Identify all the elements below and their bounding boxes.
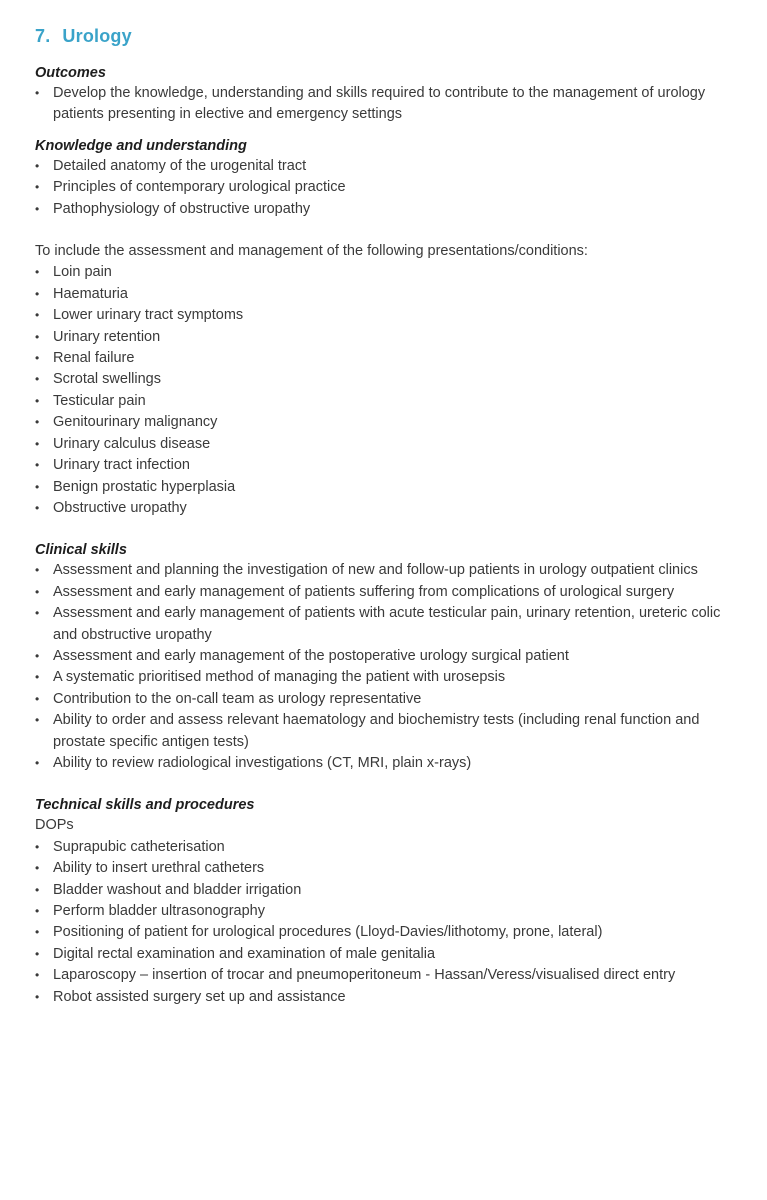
knowledge-list [35, 156, 737, 220]
list-item: • Assessment and early management of the postoperative urology surgical patient [35, 646, 737, 667]
clinical-heading: Clinical skills [35, 542, 127, 559]
knowledge-heading: Knowledge and understanding [35, 137, 247, 154]
list-item: • Digital rectal examination and examination of male genitalia [35, 944, 737, 965]
list-item: • Urinary tract infection [35, 455, 737, 476]
list-item: • Lower urinary tract symptoms [35, 305, 737, 326]
list-item: • Develop the knowledge, understanding and skills required to contribute to the management of urology patients presenting in elective and emergency settings [35, 83, 737, 126]
dops-subheading: DOPs [35, 817, 74, 834]
technical-heading: Technical skills and procedures [35, 797, 255, 814]
list-item: • Haematuria [35, 284, 737, 305]
list-item: • Scrotal swellings [35, 369, 737, 390]
section-number: 7. [35, 26, 51, 46]
list-item: • Positioning of patient for urological procedures (Lloyd-Davies/lithotomy, prone, lateral) [35, 922, 737, 943]
list-item: • A systematic prioritised method of managing the patient with urosepsis [35, 667, 737, 688]
list-item: • Obstructive uropathy [35, 498, 737, 519]
list-item: • Urinary retention [35, 327, 737, 348]
list-item: • Ability to review radiological investigations (CT, MRI, plain x-rays) [35, 753, 737, 774]
clinical-list [35, 560, 737, 774]
list-item: • Contribution to the on-call team as urology representative [35, 689, 737, 710]
list-item: • Bladder washout and bladder irrigation [35, 880, 737, 901]
outcomes-heading: Outcomes [35, 65, 106, 81]
technical-list [35, 837, 737, 1008]
list-item: • Renal failure [35, 348, 737, 369]
list-item: • Benign prostatic hyperplasia [35, 477, 737, 498]
list-item: • Suprapubic catheterisation [35, 837, 737, 858]
list-item: • Principles of contemporary urological practice [35, 177, 737, 198]
conditions-intro: To include the assessment and management of the following presentations/conditions: [35, 243, 588, 260]
list-item: • Assessment and early management of patients suffering from complications of urological surgery [35, 582, 737, 603]
list-item: • Detailed anatomy of the urogenital tract [35, 156, 737, 177]
list-item: • Perform bladder ultrasonography [35, 901, 737, 922]
list-item: • Ability to insert urethral catheters [35, 858, 737, 879]
list-item: • Pathophysiology of obstructive uropathy [35, 199, 737, 220]
list-item: • Ability to order and assess relevant haematology and biochemistry tests (including renal function and prostate specific antigen tests) [35, 710, 737, 753]
section-title-text: Urology [62, 26, 132, 46]
list-item: • Loin pain [35, 262, 737, 283]
section-title [35, 24, 737, 48]
list-item: • Genitourinary malignancy [35, 412, 737, 433]
conditions-list [35, 262, 737, 519]
list-item: • Urinary calculus disease [35, 434, 737, 455]
list-item: • Assessment and early management of patients with acute testicular pain, urinary retention, ureteric colic and obstructive uropathy [35, 603, 737, 646]
list-item: • Laparoscopy – insertion of trocar and pneumoperitoneum - Hassan/Veress/visualised direct entry [35, 965, 737, 986]
list-item: • Assessment and planning the investigation of new and follow-up patients in urology outpatient clinics [35, 560, 737, 581]
list-item: • Testicular pain [35, 391, 737, 412]
outcomes-list [35, 83, 737, 126]
list-item: • Robot assisted surgery set up and assistance [35, 987, 737, 1008]
